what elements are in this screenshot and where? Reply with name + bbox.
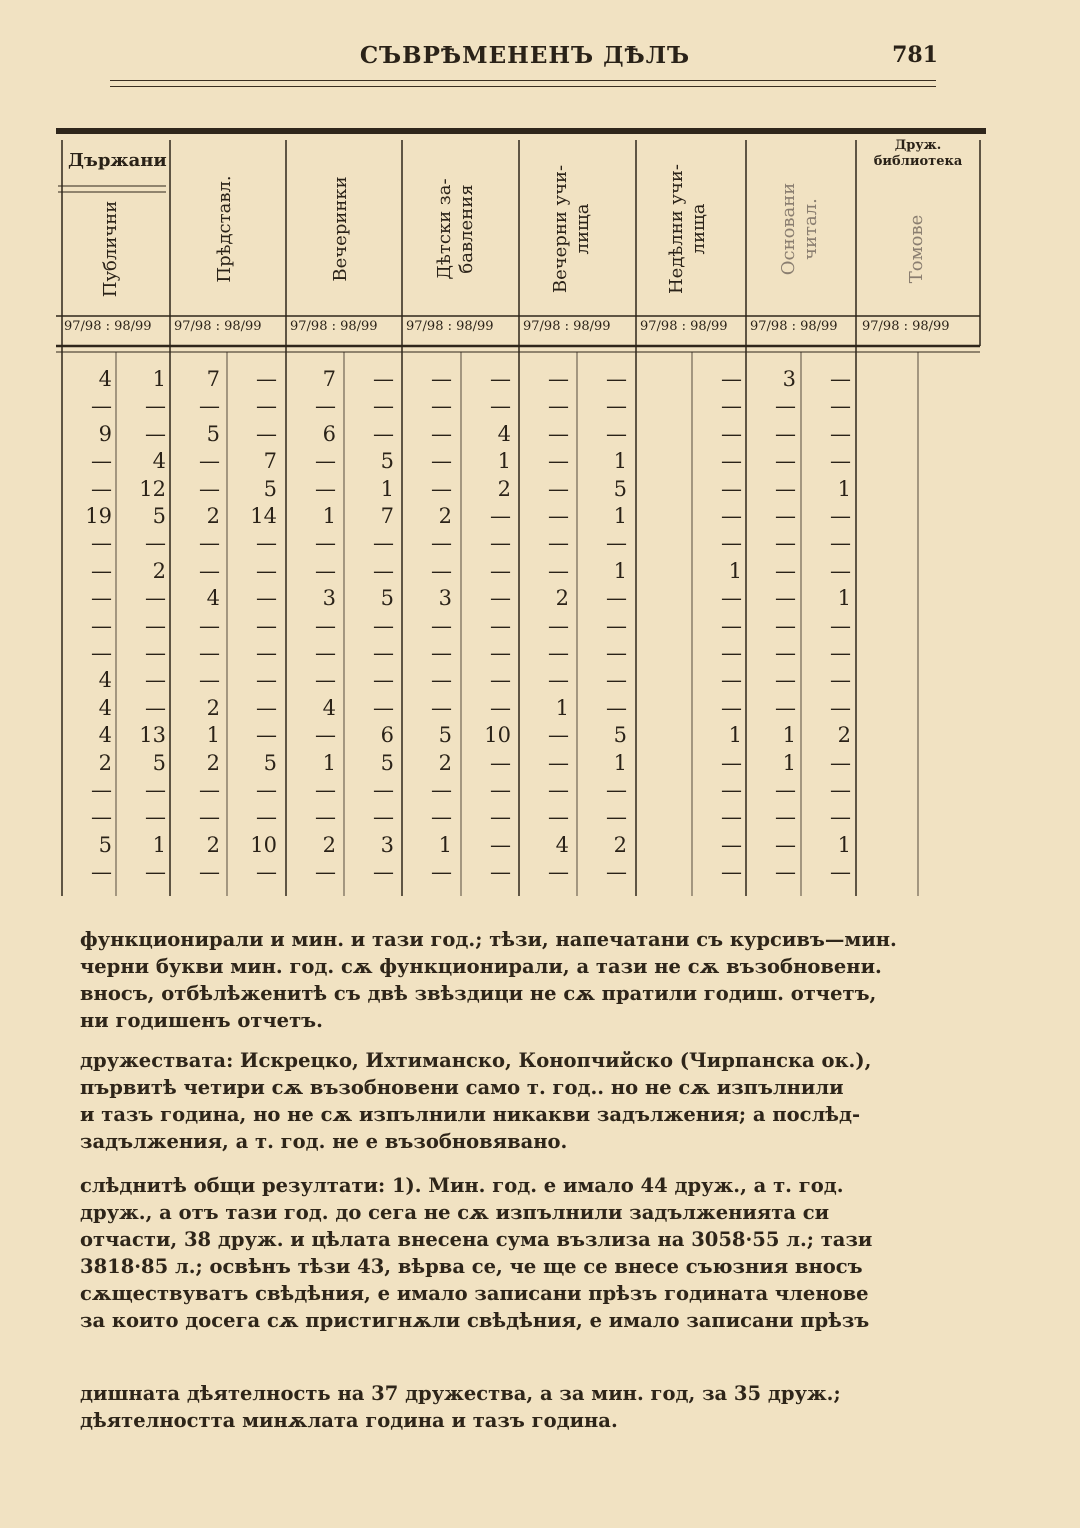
year-label: 97/98 : 98/99	[64, 319, 152, 334]
table-cell: —	[606, 531, 627, 556]
table-cell: —	[775, 613, 796, 638]
text-line: ни годишенъ отчетъ.	[80, 1009, 323, 1032]
table-cell: 2	[98, 750, 112, 775]
table-cell: 1	[613, 558, 627, 583]
table-cell: —	[830, 860, 851, 885]
table-cell: —	[315, 778, 336, 802]
table-cell: 2	[497, 476, 511, 501]
table-cell: 1	[837, 476, 851, 501]
table-cell: —	[91, 476, 112, 501]
table-cell: —	[548, 805, 569, 830]
table-cell: —	[775, 695, 796, 720]
table-cell: —	[721, 586, 742, 611]
year-label: 97/98 : 98/99	[406, 319, 494, 334]
table-cell: 13	[139, 723, 166, 748]
table-cell: —	[431, 860, 452, 885]
table-cell: —	[775, 449, 796, 474]
column-header-public: Публични	[100, 200, 121, 298]
table-cell: —	[490, 504, 511, 528]
table-cell: 5	[613, 723, 627, 748]
table-cell: —	[548, 641, 569, 665]
table-cell: —	[830, 641, 851, 665]
text-line: черни букви мин. год. сѫ функционирали, а тази не сѫ възобновени.	[80, 955, 882, 978]
table-cell: —	[373, 421, 394, 446]
table-cell: —	[548, 504, 569, 528]
table-cell: —	[775, 421, 796, 446]
table-cell: 1	[837, 586, 851, 611]
table-cell: —	[199, 805, 220, 830]
table-cell: 9	[98, 421, 112, 446]
table-cell: 4	[497, 421, 511, 446]
table-cell: —	[256, 421, 277, 446]
table-cell: —	[145, 860, 166, 885]
table-cell: —	[606, 613, 627, 638]
table-cell: 7	[322, 367, 336, 391]
table-cell: 2	[206, 750, 220, 775]
table-cell: 2	[206, 832, 220, 857]
table-cell: 4	[555, 832, 569, 857]
table-cell: —	[830, 394, 851, 419]
table-cell: 4	[98, 723, 112, 748]
table-cell: —	[775, 832, 796, 857]
table-cell: 1	[380, 476, 394, 501]
table-cell: —	[431, 394, 452, 419]
table-cell: 4	[98, 367, 112, 391]
table-cell: 10	[484, 723, 511, 748]
table-cell: —	[256, 668, 277, 693]
table-cell: 2	[837, 723, 851, 748]
table-cell: —	[490, 394, 511, 419]
table-cell: —	[490, 805, 511, 830]
table-cell: —	[145, 695, 166, 720]
table-cell: —	[721, 641, 742, 665]
table-cell: 2	[555, 586, 569, 611]
table-cell: —	[830, 504, 851, 528]
table-cell: —	[775, 586, 796, 611]
table-cell: 5	[438, 723, 452, 748]
table-cell: 1	[206, 723, 220, 748]
table-cell: 2	[206, 695, 220, 720]
table-cell: —	[145, 421, 166, 446]
year-label: 97/98 : 98/99	[750, 319, 838, 334]
table-cell: —	[606, 695, 627, 720]
table-cell: —	[490, 695, 511, 720]
table-cell: 5	[206, 421, 220, 446]
table-cell: —	[431, 613, 452, 638]
table-cell: —	[256, 805, 277, 830]
table-cell: —	[431, 805, 452, 830]
table-cell: —	[721, 805, 742, 830]
table-cell: —	[373, 558, 394, 583]
table-cell: —	[721, 476, 742, 501]
table-cell: —	[490, 641, 511, 665]
table-cell: 3	[438, 586, 452, 611]
table-cell: —	[91, 778, 112, 802]
text-line: отчасти, 38 друж. и цѣлата внесена сума възлиза на 3058·55 л.; тази	[80, 1228, 873, 1251]
table-cell: 5	[98, 832, 112, 857]
table-cell: —	[91, 613, 112, 638]
year-label: 97/98 : 98/99	[290, 319, 378, 334]
table-cell: —	[315, 641, 336, 665]
table-cell: 3	[322, 586, 336, 611]
header-rule	[110, 80, 936, 81]
table-cell: —	[256, 778, 277, 802]
table-cell: —	[315, 476, 336, 501]
table-cell: —	[775, 394, 796, 419]
table-cell: —	[91, 449, 112, 474]
table-cell: 5	[263, 750, 277, 775]
text-line: функционирали и мин. и тази год.; тѣзи, напечатани съ курсивъ—мин.	[80, 928, 897, 951]
table-cell: 6	[380, 723, 394, 748]
table-cell: —	[431, 476, 452, 501]
table-cell: 2	[613, 832, 627, 857]
table-cell: —	[373, 531, 394, 556]
text-line: за които досега сѫ пристигнѫли свѣдѣния, е имало записани прѣзъ	[80, 1309, 870, 1332]
table-cell: —	[199, 449, 220, 474]
table-cell: 1	[322, 504, 336, 528]
table-cell: 1	[782, 750, 796, 775]
column-header-founded-reading-rooms: Основани читал.	[778, 182, 821, 276]
column-header-evenings: Вечеринки	[330, 176, 351, 282]
table-cell: —	[830, 531, 851, 556]
table-cell: —	[775, 778, 796, 802]
table-cell: —	[256, 394, 277, 419]
table-cell: —	[548, 860, 569, 885]
column-header-volumes: Томове	[906, 214, 927, 284]
table-cell: —	[721, 668, 742, 693]
table-cell: —	[830, 558, 851, 583]
text-line: дружествата: Искрецко, Ихтиманско, Конопчийско (Чирпанска ок.),	[80, 1049, 872, 1072]
group-header-library: Друж. библиотека	[873, 138, 963, 169]
table-cell: —	[490, 778, 511, 802]
table-cell: —	[256, 586, 277, 611]
table-cell: 2	[438, 504, 452, 528]
table-cell: —	[606, 668, 627, 693]
table-cell: 19	[85, 504, 112, 528]
table-cell: —	[315, 668, 336, 693]
table-cell: —	[315, 558, 336, 583]
text-line: дишната дѣятелность на 37 дружества, а за мин. год, за 35 друж.;	[80, 1382, 841, 1405]
table-cell: —	[830, 695, 851, 720]
table-cell: —	[830, 750, 851, 775]
text-line: и тазъ година, но не сѫ изпълнили никакви задължения; а послѣд-	[80, 1103, 861, 1126]
table-cell: —	[548, 558, 569, 583]
table-cell: 14	[250, 504, 277, 528]
table-cell: 10	[250, 832, 277, 857]
text-line: сѫществуватъ свѣдѣния, е имало записани прѣзъ годината членове	[80, 1282, 869, 1305]
table-cell: —	[830, 421, 851, 446]
table-cell: —	[548, 668, 569, 693]
table-cell: —	[91, 558, 112, 583]
table-cell: 7	[206, 367, 220, 391]
table-cell: —	[721, 367, 742, 391]
table-cell: 2	[438, 750, 452, 775]
table-cell: —	[830, 367, 851, 391]
table-cell: 4	[98, 695, 112, 720]
table-cell: —	[256, 367, 277, 391]
table-cell: —	[721, 613, 742, 638]
table-cell: —	[373, 805, 394, 830]
statistics-table	[56, 126, 986, 900]
table-cell: —	[548, 421, 569, 446]
table-cell: —	[490, 860, 511, 885]
table-cell: 5	[152, 504, 166, 528]
table-cell: —	[431, 778, 452, 802]
table-cell: —	[830, 778, 851, 802]
table-cell: 1	[782, 723, 796, 748]
table-cell: —	[145, 586, 166, 611]
table-cell: —	[775, 641, 796, 665]
table-cell: —	[145, 394, 166, 419]
table-cell: 3	[380, 832, 394, 857]
table-cell: —	[490, 613, 511, 638]
table-cell: —	[145, 613, 166, 638]
table-cell: —	[199, 558, 220, 583]
table-cell: —	[548, 778, 569, 802]
table-cell: —	[256, 641, 277, 665]
table-cell: —	[721, 832, 742, 857]
text-line: друж., а отъ тази год. до сега не сѫ изпълнили задълженията си	[80, 1201, 830, 1224]
table-cell: —	[373, 778, 394, 802]
table-cell: —	[431, 668, 452, 693]
table-cell: —	[315, 613, 336, 638]
table-cell: 1	[613, 750, 627, 775]
table-cell: —	[431, 558, 452, 583]
year-label: 97/98 : 98/99	[862, 319, 950, 334]
table-cell: 2	[152, 558, 166, 583]
table-cell: —	[548, 531, 569, 556]
table-cell: —	[315, 860, 336, 885]
paragraph-2	[80, 1047, 902, 1155]
table-cell: 1	[613, 449, 627, 474]
column-header-childrens-entertainments: Дѣтски за- бавления	[434, 178, 477, 280]
table-cell: —	[315, 723, 336, 748]
table-cell: —	[721, 504, 742, 528]
table-cell: 1	[322, 750, 336, 775]
table-cell: —	[199, 641, 220, 665]
table-cell: —	[721, 421, 742, 446]
column-header-performances: Прѣдставл.	[214, 175, 235, 283]
text-line: първитѣ четири сѫ възобновени само т. год.. но не сѫ изпълнили	[80, 1076, 844, 1099]
table-cell: —	[91, 641, 112, 665]
table-cell: 7	[380, 504, 394, 528]
table-cell: —	[373, 394, 394, 419]
table-cell: 1	[438, 832, 452, 857]
table-cell: —	[431, 449, 452, 474]
table-cell: —	[373, 367, 394, 391]
table-cell: 4	[98, 668, 112, 693]
table-cell: 2	[322, 832, 336, 857]
group-header-states: Държани	[68, 150, 167, 171]
table-cell: —	[606, 421, 627, 446]
table-cell: —	[145, 805, 166, 830]
year-label: 97/98 : 98/99	[523, 319, 611, 334]
table-cell: —	[775, 531, 796, 556]
table-cell: —	[490, 558, 511, 583]
table-cell: 1	[555, 695, 569, 720]
table-cell: —	[256, 531, 277, 556]
table-cell: —	[91, 531, 112, 556]
table-cell: —	[548, 449, 569, 474]
table-cell: —	[145, 531, 166, 556]
table-cell: 12	[139, 476, 166, 501]
table-cell: —	[548, 476, 569, 501]
table-cell: —	[775, 805, 796, 830]
table-cell: —	[431, 531, 452, 556]
table-cell: —	[721, 531, 742, 556]
table-cell: —	[199, 613, 220, 638]
table-cell: —	[315, 449, 336, 474]
table-cell: —	[373, 641, 394, 665]
table-cell: —	[199, 860, 220, 885]
table-cell: —	[830, 668, 851, 693]
table-cell: —	[373, 668, 394, 693]
table-cell: —	[431, 695, 452, 720]
table-cell: 1	[613, 504, 627, 528]
table-cell: —	[775, 504, 796, 528]
table-cell: —	[490, 531, 511, 556]
table-cell: —	[199, 476, 220, 501]
table-cell: —	[256, 695, 277, 720]
table-cell: —	[606, 860, 627, 885]
table-cell: —	[315, 531, 336, 556]
text-line: 3818·85 л.; освѣнъ тѣзи 43, вѣрва се, че ще се внесе съюзния вносъ	[80, 1255, 863, 1278]
table-cell: —	[490, 367, 511, 391]
table-cell: —	[199, 668, 220, 693]
table-cell: —	[830, 613, 851, 638]
table-cell: 4	[152, 449, 166, 474]
table-cell: —	[91, 586, 112, 611]
running-title: СЪВРѢМЕНЕНЪ ДѢЛЪ	[359, 42, 691, 69]
table-cell: —	[548, 723, 569, 748]
running-head	[110, 38, 940, 78]
table-cell: —	[145, 641, 166, 665]
table-cell: —	[775, 558, 796, 583]
table-cell: —	[606, 641, 627, 665]
table-cell: —	[431, 367, 452, 391]
table-cell: —	[548, 367, 569, 391]
table-cell: —	[315, 805, 336, 830]
table-cell: 1	[497, 449, 511, 474]
table-cell: —	[373, 860, 394, 885]
table-cell: —	[775, 860, 796, 885]
table-cell: —	[721, 449, 742, 474]
text-line: слѣднитѣ общи резултати: 1). Мин. год. е имало 44 друж., а т. год.	[80, 1174, 844, 1197]
table-cell: —	[548, 394, 569, 419]
table-cell: 1	[837, 832, 851, 857]
table-cell: —	[199, 394, 220, 419]
table-cell: 5	[380, 750, 394, 775]
table-cell: —	[431, 641, 452, 665]
table-cell: 1	[152, 832, 166, 857]
table-cell: —	[431, 421, 452, 446]
table-cell: 6	[322, 421, 336, 446]
table-cell: 4	[206, 586, 220, 611]
table-cell: —	[199, 778, 220, 802]
column-header-evening-schools: Вечерни учи- лища	[550, 164, 593, 294]
table-cell: 1	[728, 723, 742, 748]
table-cell: 2	[206, 504, 220, 528]
table-cell: 1	[152, 367, 166, 391]
table-cell: —	[830, 449, 851, 474]
table-cell: —	[91, 860, 112, 885]
table-cell: —	[721, 394, 742, 419]
table-cell: —	[256, 613, 277, 638]
text-line: задължения, а т. год. не е възобновявано.	[80, 1130, 568, 1153]
table-cell: —	[199, 531, 220, 556]
page-number: 781	[892, 42, 938, 68]
table-cell: —	[721, 695, 742, 720]
table-cell: 5	[613, 476, 627, 501]
table-cell: —	[606, 805, 627, 830]
table-cell: 1	[728, 558, 742, 583]
table-cell: —	[256, 860, 277, 885]
table-cell: —	[721, 750, 742, 775]
table-cell: 5	[380, 586, 394, 611]
table-cell: —	[91, 394, 112, 419]
table-cell: —	[775, 476, 796, 501]
table-cell: —	[373, 695, 394, 720]
paragraph-1	[80, 926, 902, 1034]
table-cell: 5	[380, 449, 394, 474]
table-cell: —	[721, 778, 742, 802]
year-label: 97/98 : 98/99	[174, 319, 262, 334]
text-line: дѣятелността минѫлата година и тазъ година.	[80, 1409, 618, 1432]
text-line: вносъ, отбѣлѣженитѣ съ двѣ звѣздици не сѫ пратили годиш. отчетъ,	[80, 982, 877, 1005]
table-cell: —	[548, 750, 569, 775]
table-cell: —	[490, 586, 511, 611]
table-cell: —	[606, 394, 627, 419]
table-cell: —	[606, 586, 627, 611]
table-cell: —	[721, 860, 742, 885]
table-cell: —	[315, 394, 336, 419]
header-rule-thin	[110, 86, 936, 87]
table-cell: 5	[263, 476, 277, 501]
table-cell: —	[145, 778, 166, 802]
table-cell: —	[490, 750, 511, 775]
paragraph-3	[80, 1172, 902, 1334]
table-cell: 5	[152, 750, 166, 775]
table-cell: —	[256, 558, 277, 583]
table-cell: —	[490, 832, 511, 857]
table-cell: 3	[782, 367, 796, 391]
table-cell: —	[775, 668, 796, 693]
table-cell: —	[256, 723, 277, 748]
table-cell: —	[830, 805, 851, 830]
table-cell: 7	[263, 449, 277, 474]
year-label: 97/98 : 98/99	[640, 319, 728, 334]
paragraph-4	[80, 1380, 902, 1434]
column-header-sunday-schools: Недѣлни учи- лища	[666, 164, 709, 295]
table-cell: —	[490, 668, 511, 693]
table-cell: —	[548, 613, 569, 638]
table-cell: —	[606, 367, 627, 391]
table-cell: —	[606, 778, 627, 802]
table-cell: —	[91, 805, 112, 830]
table-cell: 4	[322, 695, 336, 720]
table-cell: —	[145, 668, 166, 693]
table-cell: —	[373, 613, 394, 638]
